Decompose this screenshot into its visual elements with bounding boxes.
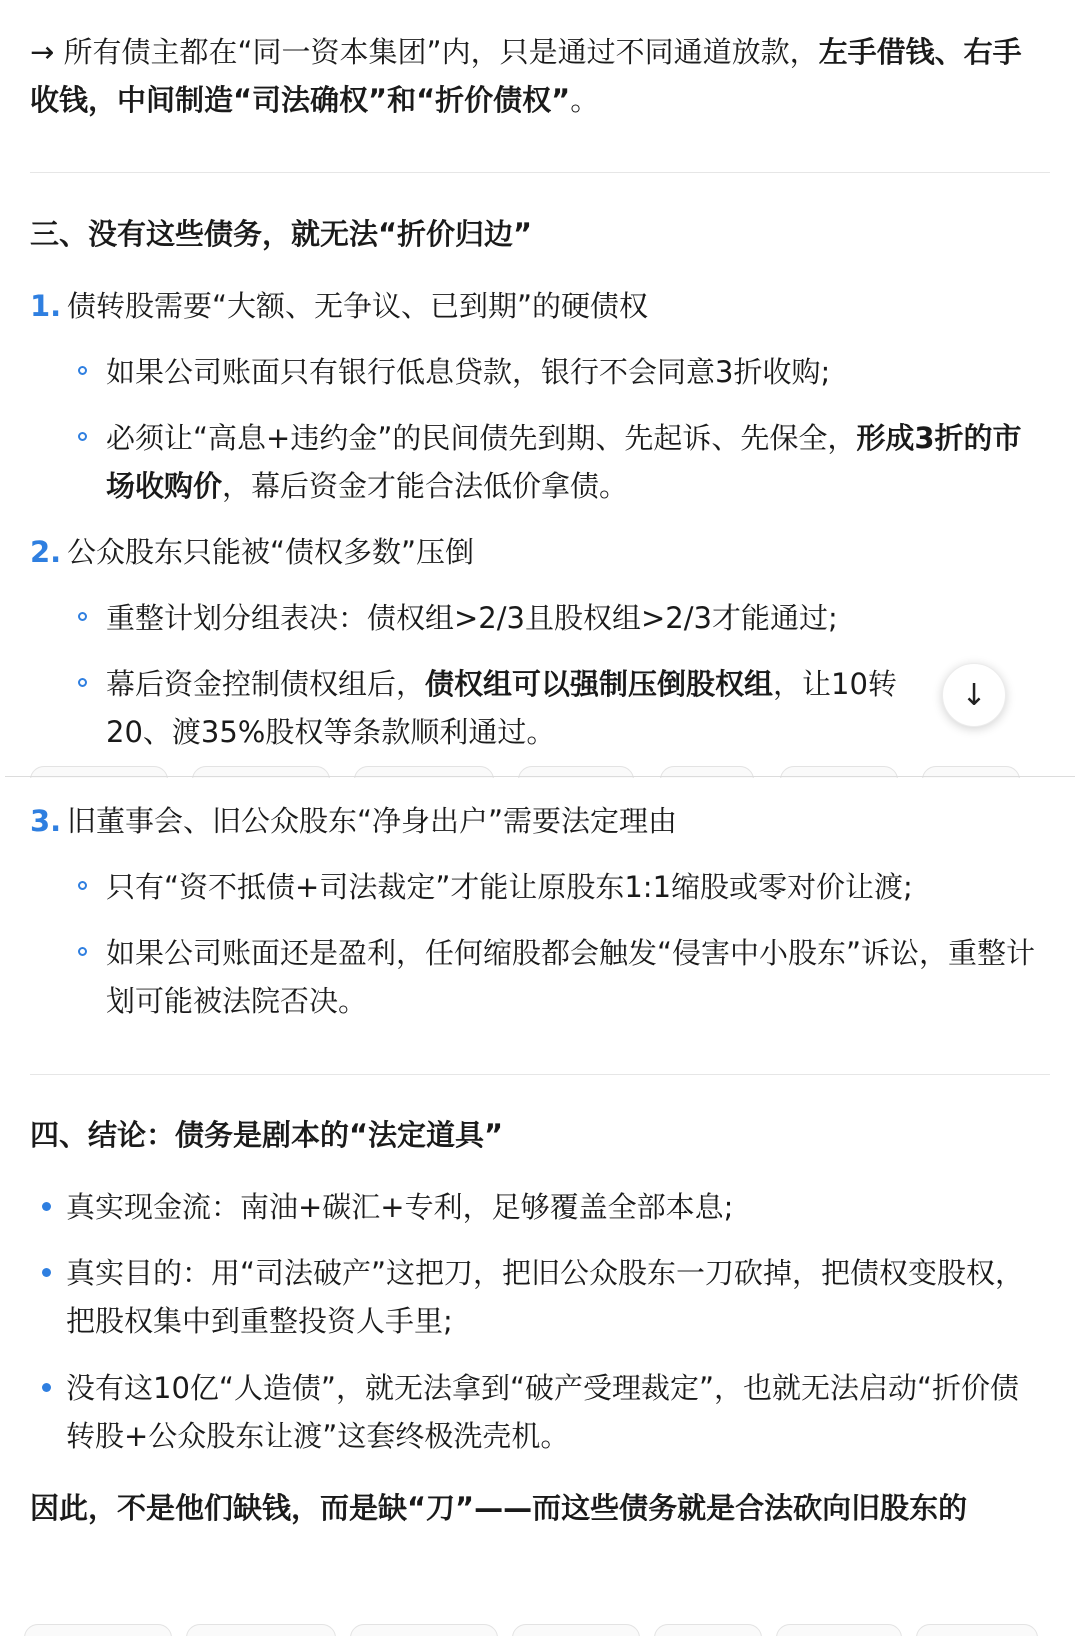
- suggestion-chip[interactable]: [24, 1624, 172, 1636]
- sub-item-bold-text: 债权组可以强制压倒股权组: [425, 667, 774, 701]
- circle-bullet-icon: [78, 366, 87, 375]
- item-number: 3.: [30, 804, 62, 838]
- circle-bullet-icon: [78, 432, 87, 441]
- dot-bullet-icon: [42, 1383, 51, 1392]
- item-text: 债转股需要“大额、无争议、已到期”的硬债权: [67, 289, 649, 323]
- sub-item-bold-text: 形成3折的市场收购价: [106, 421, 1022, 503]
- circle-bullet-icon: [78, 612, 87, 621]
- numbered-item-2: [30, 528, 1040, 576]
- intro-paragraph: [30, 28, 1050, 124]
- suggestion-chip[interactable]: [350, 1624, 498, 1636]
- suggestion-chip[interactable]: [186, 1624, 336, 1636]
- bullet-item: [30, 1183, 1040, 1231]
- sub-item-text-end: ，幕后资金才能合法低价拿债。: [222, 469, 629, 503]
- sub-item-text-end: ，让10转20、渡35%股权等条款顺利通过。: [106, 667, 897, 749]
- sub-item: [70, 594, 1040, 642]
- sub-item-text: 如果公司账面还是盈利，任何缩股都会触发“侵害中小股东”诉讼，重整计划可能被法院否决。: [106, 936, 1036, 1018]
- item-text: 公众股东只能被“债权多数”压倒: [67, 535, 475, 569]
- circle-bullet-icon: [78, 947, 87, 956]
- circle-bullet-icon: [78, 881, 87, 890]
- bullet-text: 没有这10亿“人造债”，就无法拿到“破产受理裁定”，也就无法启动“折价债转股+公众股东让渡”这套终极洗壳机。: [66, 1371, 1020, 1453]
- closing-paragraph: 因此，不是他们缺钱，而是缺“刀”——而这些债务就是合法砍向旧股东的: [30, 1491, 968, 1525]
- bullet-item: [30, 1364, 1040, 1460]
- intro-text: → 所有债主都在“同一资本集团”内，只是通过不同通道放款，: [30, 35, 819, 69]
- scroll-to-bottom-button[interactable]: [942, 663, 1006, 727]
- sub-item: [70, 348, 1040, 396]
- sub-item-text: 幕后资金控制债权组后，: [106, 667, 426, 701]
- item-number: 2.: [30, 535, 62, 569]
- numbered-item-1: [30, 282, 1040, 330]
- bullet-text: 真实现金流：南油+碳汇+专利，足够覆盖全部本息;: [66, 1190, 734, 1224]
- suggestion-chip[interactable]: [654, 1624, 762, 1636]
- item-text: 旧董事会、旧公众股东“净身出户”需要法定理由: [67, 804, 678, 838]
- intro-text-end: 。: [570, 83, 600, 117]
- section-3-heading: 三、没有这些债务，就无法“折价归边”: [30, 217, 533, 251]
- arrow-down-icon: ↓: [961, 677, 987, 713]
- sub-item: [70, 929, 1040, 1025]
- bullet-text: 真实目的：用“司法破产”这把刀，把旧公众股东一刀砍掉，把债权变股权，把股权集中到重整投资人手里;: [66, 1256, 1025, 1338]
- numbered-item-3: [30, 797, 1040, 845]
- panel-separator: [5, 776, 1075, 777]
- sub-item: [70, 863, 1040, 911]
- bottom-suggestion-chips-row: [0, 1624, 1080, 1636]
- sub-item-text: 重整计划分组表决：债权组>2/3且股权组>2/3才能通过;: [106, 601, 838, 635]
- sub-item-text: 必须让“高息+违约金”的民间债先到期、先起诉、先保全，: [106, 421, 857, 455]
- suggestion-chip[interactable]: [512, 1624, 640, 1636]
- sub-item: [70, 660, 940, 756]
- bullet-item: [30, 1249, 1040, 1345]
- divider: [30, 1074, 1050, 1075]
- item-number: 1.: [30, 289, 62, 323]
- sub-item-text: 只有“资不抵债+司法裁定”才能让原股东1:1缩股或零对价让渡;: [106, 870, 913, 904]
- suggestion-chip[interactable]: [916, 1624, 1038, 1636]
- circle-bullet-icon: [78, 678, 87, 687]
- sub-item-text: 如果公司账面只有银行低息贷款，银行不会同意3折收购;: [106, 355, 831, 389]
- intro-bold-text: 左手借钱、右手收钱，中间制造“司法确权”和“折价债权”: [30, 35, 1022, 117]
- section-4-heading: 四、结论：债务是剧本的“法定道具”: [30, 1118, 504, 1152]
- divider: [30, 172, 1050, 173]
- suggestion-chip[interactable]: [776, 1624, 902, 1636]
- dot-bullet-icon: [42, 1202, 51, 1211]
- sub-item: [70, 414, 1040, 510]
- dot-bullet-icon: [42, 1268, 51, 1277]
